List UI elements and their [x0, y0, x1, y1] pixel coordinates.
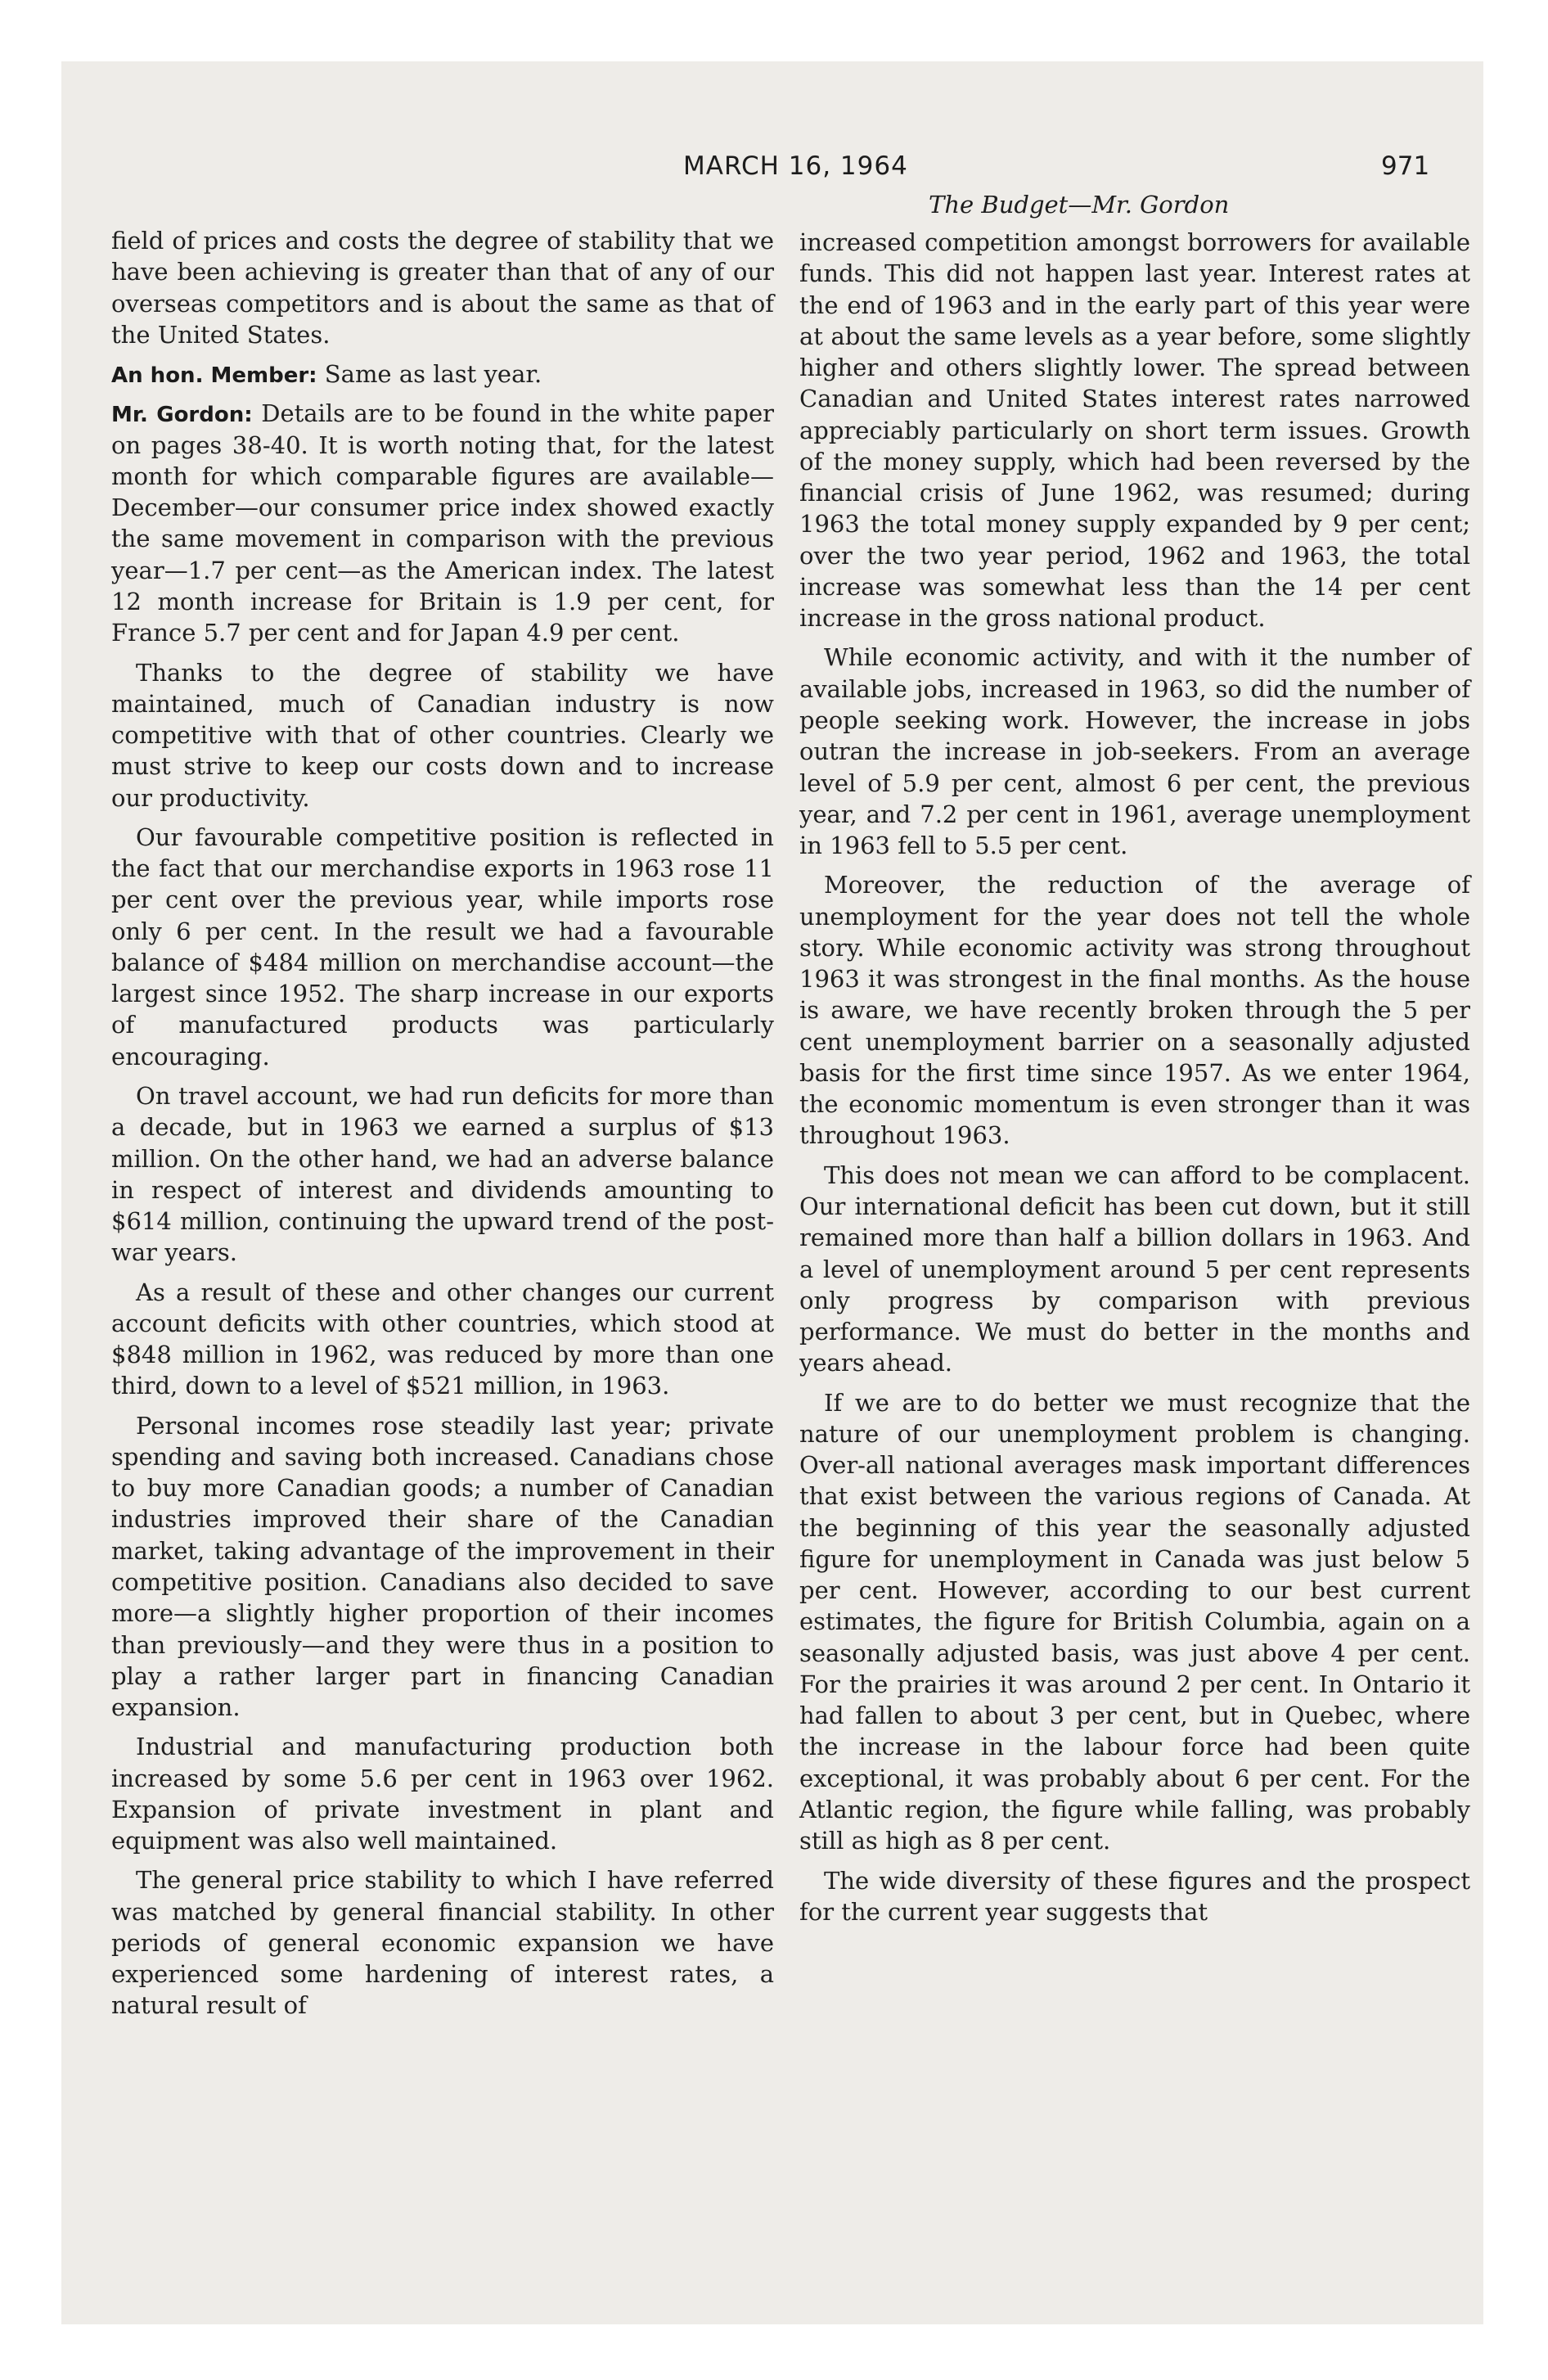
paragraph: On travel account, we had run deficits for more than a decade, but in 1963 we earned a surplus of $13 million. On the other hand, we had an adverse balance in respect of interest and dividends amounting to $614 million, continuing the upward trend of the post-war years. — [111, 1082, 774, 1267]
speech-text: Details are to be found in the white paper on pages 38-40. It is worth noting that, for the latest month for which comparable figures are available—December—our consumer price index showed exactly the same movement in comparison with the previous year—1.7 per cent—as the American index. The latest 12 month increase for Britain is 1.9 per cent, for France 5.7 per cent and for Japan 4.9 per cent. — [111, 399, 775, 647]
paragraph: field of prices and costs the degree of stability that we have been achieving is greater than that of any of our overseas competitors and is about the same as that of the United States. — [111, 227, 774, 349]
header-date: MARCH 16, 1964 — [683, 151, 908, 181]
running-head: The Budget—Mr. Gordon — [929, 191, 1230, 219]
paragraph: If we are to do better we must recognize that the nature of our unemployment problem is changing. Over-all national averages mask important differences that exist between the various regions of Canada. At the beginning of this year the seasonally adjusted figure for unemployment in Canada was just below 5 per cent. However, according to our best current estimates, the figure for British Columbia, again on a seasonally adjusted basis, was just above 4 per cent. For the prairies it was around 2 per cent. In Ontario it had fallen to about 3 per cent, but in Quebec, where the increase in the labour force had been quite exceptional, it was probably about 6 per cent. For the Atlantic region, the figure while falling, was probably still as high as 8 per cent. — [799, 1388, 1470, 1855]
paragraph: This does not mean we can afford to be complacent. Our international deficit has been cut down, but it still remained more than half a billion dollars in 1963. And a level of unemployment around 5 per cent represents only progress by comparison with previous performance. We must do better in the months and years ahead. — [799, 1161, 1470, 1377]
paragraph: The wide diversity of these figures and the prospect for the current year suggests that — [799, 1866, 1470, 1926]
paragraph: Moreover, the reduction of the average of unemployment for the year does not tell the whole story. While economic activity was strong throughout 1963 it was strongest in the final months. As the house is aware, we have recently broken through the 5 per cent unemployment barrier on a seasonally adjusted basis for the first time since 1957. As we enter 1964, the economic momentum is even stronger than it was throughout 1963. — [799, 871, 1470, 1150]
speech-text: Same as last year. — [324, 360, 542, 389]
paragraph: increased competition amongst borrowers for available funds. This did not happen last year. Interest rates at the end of 1963 and in the early part of this year were at about the same levels as a year before, some slightly higher and others slightly lower. The spread between Canadian and United States interest rates narrowed appreciably particularly on short term issues. Growth of the money supply, which had been reversed by the financial crisis of June 1962, was resumed; during 1963 the total money supply expanded by 9 per cent; over the two year period, 1962 and 1963, the total increase was somewhat less than the 14 per cent increase in the gross national product. — [799, 228, 1470, 633]
speaker-label: Mr. Gordon: — [111, 403, 253, 428]
speech-paragraph — [111, 358, 774, 390]
page-header — [61, 151, 1483, 201]
paragraph: Industrial and manufacturing production both increased by some 5.6 per cent in 1963 over 1962. Expansion of private investment in plant and equipment was also well maintained. — [111, 1733, 774, 1855]
page-number: 971 — [1381, 151, 1430, 181]
paragraph: Personal incomes rose steadily last year; private spending and saving both increased. Canadians chose to buy more Canadian goods; a number of Canadian industries improved their share of the Canadian market, taking advantage of the improvement in their competitive position. Canadians also decided to save more—a slightly higher proportion of their incomes than previously—and they were thus in a position to play a rather larger part in financing Canadian expansion. — [111, 1411, 774, 1722]
paragraph: Thanks to the degree of stability we have maintained, much of Canadian industry is now competitive with that of other countries. Clearly we must strive to keep our costs down and to increase our productivity. — [111, 658, 774, 812]
left-column — [111, 225, 774, 2030]
paragraph: As a result of these and other changes our current account deficits with other countries, which stood at $848 million in 1962, was reduced by more than one third, down to a level of $521 million, in 1963. — [111, 1278, 774, 1400]
speech-paragraph — [111, 398, 774, 648]
paragraph: Our favourable competitive position is reflected in the fact that our merchandise exports in 1963 rose 11 per cent over the previous year, while imports rose only 6 per cent. In the result we had a favourable balance of $484 million on merchandise account—the largest since 1952. The sharp increase in our exports of manufactured products was particularly encouraging. — [111, 823, 774, 1071]
paragraph: While economic activity, and with it the number of available jobs, increased in 1963, so did the number of people seeking work. However, the increase in jobs outran the increase in job-seekers. From an average level of 5.9 per cent, almost 6 per cent, the previous year, and 7.2 per cent in 1961, average unemployment in 1963 fell to 5.5 per cent. — [799, 643, 1470, 860]
paragraph: The general price stability to which I have referred was matched by general financial stability. In other periods of general economic expansion we have experienced some hardening of interest rates, a natural result of — [111, 1866, 774, 2020]
speaker-label: An hon. Member: — [111, 363, 317, 389]
right-column — [799, 227, 1470, 1936]
page-scan — [61, 61, 1483, 2324]
